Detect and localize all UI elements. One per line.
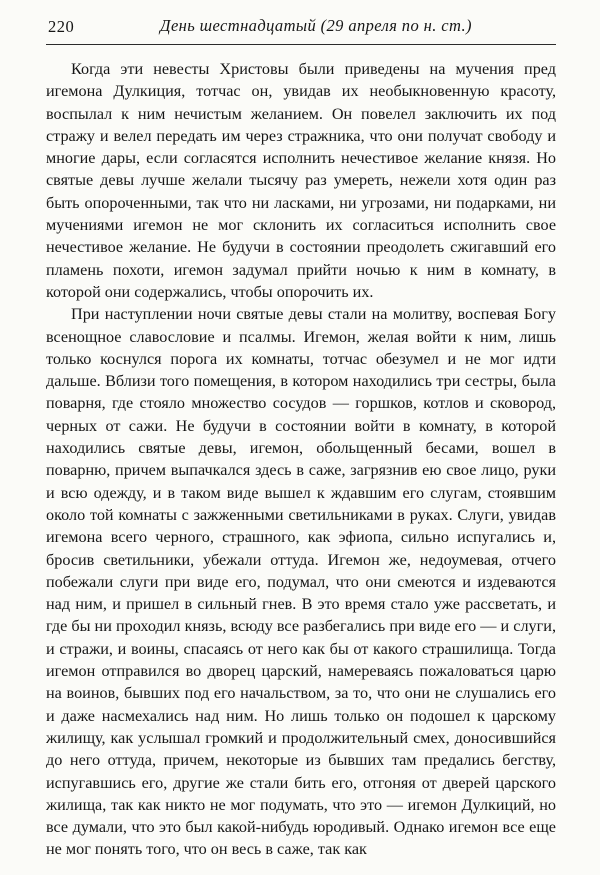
paragraph-2: При наступлении ночи святые девы стали на молитву, воспевая Богу всенощное славословие и псалмы. Игемон, желая войти к ним, лишь только коснулся порога их комнаты, тотчас обезумел и не мог идти дальше. Вблизи того помещения, в котором находились три сестры, была поварня, где стояло множество сосудов — горшков, котлов и сковород, черных от сажи. Не будучи в состоянии войти в комнату, в которой находились святые девы, игемон, обольщенный бесами, вошел в поварню, причем выпачкался здесь в саже, загрязнив ею свое лицо, руки и всю одежду, и в таком виде вышел к ждавшим его слугам, стоявшим около той комнаты с зажженными светильниками в руках. Слуги, увидав игемона всего черного, страшного, как эфиопа, сильно испугались и, бросив светильники, убежали оттуда. Игемон же, недоумевая, отчего побежали слуги при виде его, подумал, что они смеются и издеваются над ним, и пришел в сильный гнев. В это время стало уже рассветать, и где бы ни проходил князь, всюду все разбегались при виде его — и слуги, и стражи, и воины, спасаясь от него как бы от какого страшилища. Тогда игемон отправился во дворец царский, намереваясь пожаловаться царю на воинов, бывших под его начальством, за то, что они не слушались его и даже насмехались над ним. Но лишь только он подошел к царскому жилищу, как услышал громкий и продолжительный смех, доносившийся до него оттуда, причем, некоторые из бывших там предались бегству, испугавшись его, другие же стали бить его, отгоняя от дверей царского жилища, так как никто не мог подумать, что это — игемон Дулкиций, но все думали, что это был какой-нибудь юродивый. Однако игемон все еще не мог понять того, что он весь в саже, так как — [46, 305, 556, 859]
paragraph-1: Когда эти невесты Христовы были приведены на мучения пред игемона Дулкиция, тотчас он, увидав их необыкновенную красоту, воспылал к ним нечистым желанием. Он повелел заключить их под стражу и велел передать им через стражника, что они получат свободу и многие дары, если согласятся исполнить нечестивое желание князя. Но святые девы лучше желали тысячу раз умереть, нежели хотя один раз быть опороченными, так что ни ласками, ни угрозами, ни подарками, ни мучениями игемон не мог склонить их согласиться исполнить свое нечестивое желание. Не будучи в состоянии преодолеть сжигавший его пламень похоти, игемон задумал прийти ночью к ним в комнату, в которой они содержались, чтобы опорочить их. — [46, 60, 556, 301]
page-header — [46, 16, 556, 41]
header-rule — [46, 44, 556, 45]
running-header-title: День шестнадцатый (29 апреля по н. ст.) — [160, 16, 472, 35]
page-body — [46, 58, 556, 861]
page-number: 220 — [48, 17, 75, 36]
